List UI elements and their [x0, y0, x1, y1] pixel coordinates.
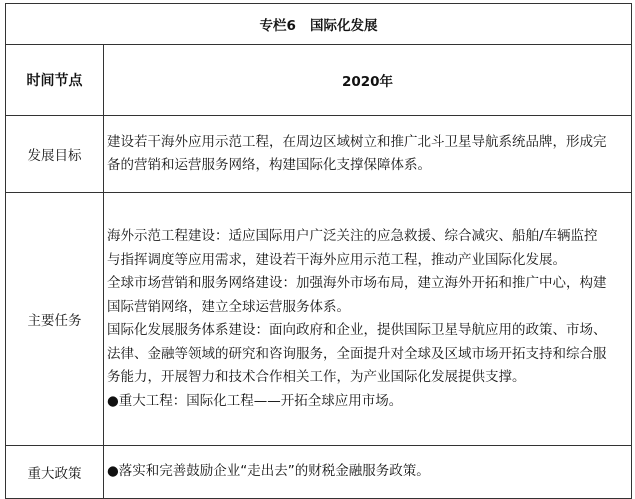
table-row	[6, 446, 632, 499]
row-content-policy	[104, 446, 632, 499]
column-table	[5, 3, 632, 499]
row-label-tasks: 主要任务	[6, 193, 104, 446]
goal-paragraph: 建设若干海外应用示范工程，在周边区域树立和推广北斗卫星导航系统品牌，形成完 备的营销和运营服务网络，构建国际化支撑保障体系。	[107, 133, 607, 173]
table-row	[6, 116, 632, 193]
task-global-marketing: 全球市场营销和服务网络建设：加强海外市场布局，建立海外开拓和推广中心，构建 国际营销网络，建立全球运营服务体系。	[107, 275, 607, 315]
title-number: 专栏6	[259, 18, 296, 34]
row-content-goal	[104, 116, 632, 193]
task-overseas-demo: 海外示范工程建设：适应国际用户广泛关注的应急救援、综合减灾、船舶/车辆监控 与指挥调度等应用需求，建设若干海外应用示范工程，推动产业国际化发展。	[107, 228, 598, 268]
header-year: 2020年	[104, 45, 632, 116]
table-title	[6, 4, 632, 45]
task-major-project: ●重大工程：国际化工程——开拓全球应用市场。	[107, 392, 403, 409]
task-service-system: 国际化发展服务体系建设：面向政府和企业，提供国际卫星导航应用的政策、市场、 法律、金融等领域的研究和咨询服务，全面提升对全球及区域市场开拓支持和综合服 务能力，开展智力和技术合作相关工作，为产业国际化发展提供支撑。	[107, 322, 607, 385]
policy-paragraph: ●落实和完善鼓励企业“走出去”的财税金融服务政策。	[107, 463, 430, 480]
row-label-goal: 发展目标	[6, 116, 104, 193]
table-row	[6, 193, 632, 446]
title-text: 国际化发展	[309, 18, 378, 34]
row-content-tasks	[104, 193, 632, 446]
header-time-node: 时间节点	[6, 45, 104, 116]
row-label-policy: 重大政策	[6, 446, 104, 499]
